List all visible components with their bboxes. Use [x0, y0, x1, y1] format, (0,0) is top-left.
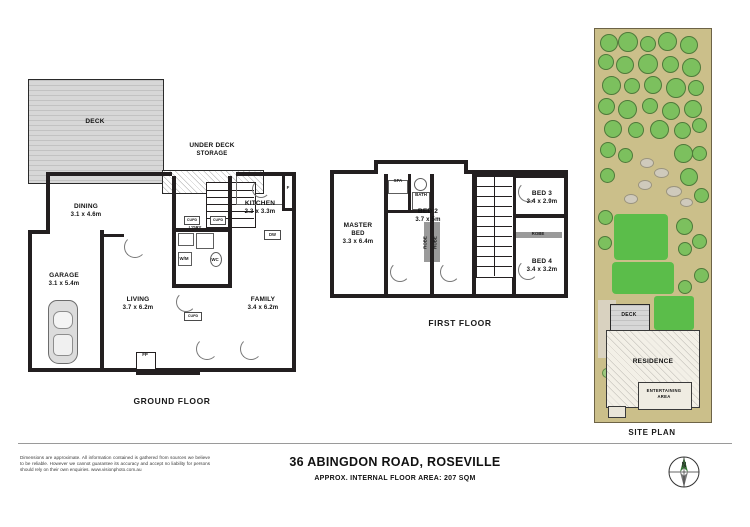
- shower: [196, 233, 214, 249]
- wc-label: WC: [211, 257, 219, 262]
- deck-area: [28, 79, 164, 184]
- lawn-lower: [654, 296, 694, 330]
- laundry-label: L'DRY: [188, 225, 202, 230]
- disclaimer-text: Dimensions are approximate. All information contained is gathered from sources we believe to be reliable. However we cannot guarantee its accuracy and accept no liability for persons should rely on their own enquiries. www.visionphoto.com.au: [20, 455, 210, 473]
- deck-label: DECK: [85, 118, 105, 125]
- robe-label-2: ROBE: [432, 236, 438, 249]
- kitchen-label: KITCHEN 2.3 x 3.3m: [244, 200, 276, 215]
- car-symbol: [48, 300, 78, 364]
- cupboard-label-2: CUPD: [210, 216, 226, 225]
- bed2-label: BED 2 3.7 x 5m: [415, 208, 441, 223]
- property-address: 36 ABINGDON ROAD, ROSEVILLE: [289, 455, 501, 469]
- garage-label: GARAGE 3.1 x 5.4m: [48, 272, 80, 287]
- lawn-mid: [612, 262, 674, 294]
- fridge-label: F: [286, 185, 290, 190]
- lawn-upper: [614, 214, 668, 260]
- family-label: FAMILY 3.4 x 6.2m: [247, 296, 279, 311]
- first-floor-stairs: [476, 176, 514, 278]
- bed4-label: BED 4 3.4 x 3.2m: [526, 258, 558, 273]
- ground-floor-plan: [0, 0, 330, 420]
- washing-machine-label: W/M: [179, 256, 189, 261]
- dining-label: DINING 3.1 x 4.6m: [70, 203, 102, 218]
- spa-label: SPA: [393, 178, 403, 183]
- site-deck: [610, 304, 650, 332]
- fireplace-label: FP: [142, 352, 148, 357]
- entertaining-area-label: ENTERTAINING AREA: [646, 388, 682, 399]
- bath-basin: [414, 178, 427, 191]
- front-structure: [608, 406, 626, 418]
- master-bed-label: MASTER BED 3.3 x 6.4m: [342, 222, 374, 245]
- robe-label-3: ROBE: [531, 231, 545, 236]
- footer-divider: [18, 443, 732, 444]
- site-plan-title: SITE PLAN: [628, 428, 676, 437]
- cupboard-label-1: CUPD: [184, 216, 200, 225]
- site-plan: [594, 28, 710, 440]
- laundry-tub: [178, 233, 194, 246]
- compass-icon: [664, 452, 704, 492]
- residence-label: RESIDENCE: [632, 358, 674, 365]
- robe-label-1: ROBE: [422, 236, 428, 249]
- cupboard-label-3: CUPD: [184, 312, 202, 321]
- dishwasher-label: DW: [264, 230, 281, 240]
- bed3-label: BED 3 3.4 x 2.9m: [526, 190, 558, 205]
- site-deck-label: DECK: [621, 312, 637, 318]
- title-block: [230, 455, 560, 482]
- svg-text:N: N: [681, 462, 687, 469]
- living-label: LIVING 3.7 x 6.2m: [122, 296, 154, 311]
- first-floor-title: FIRST FLOOR: [428, 318, 492, 328]
- floor-area-text: APPROX. INTERNAL FLOOR AREA: 207 SQM: [314, 475, 476, 482]
- bath-label: BATH: [415, 192, 427, 197]
- under-deck-storage-label: UNDER DECK STORAGE: [189, 142, 235, 157]
- first-floor-plan: [320, 0, 590, 420]
- ground-floor-title: GROUND FLOOR: [133, 396, 211, 406]
